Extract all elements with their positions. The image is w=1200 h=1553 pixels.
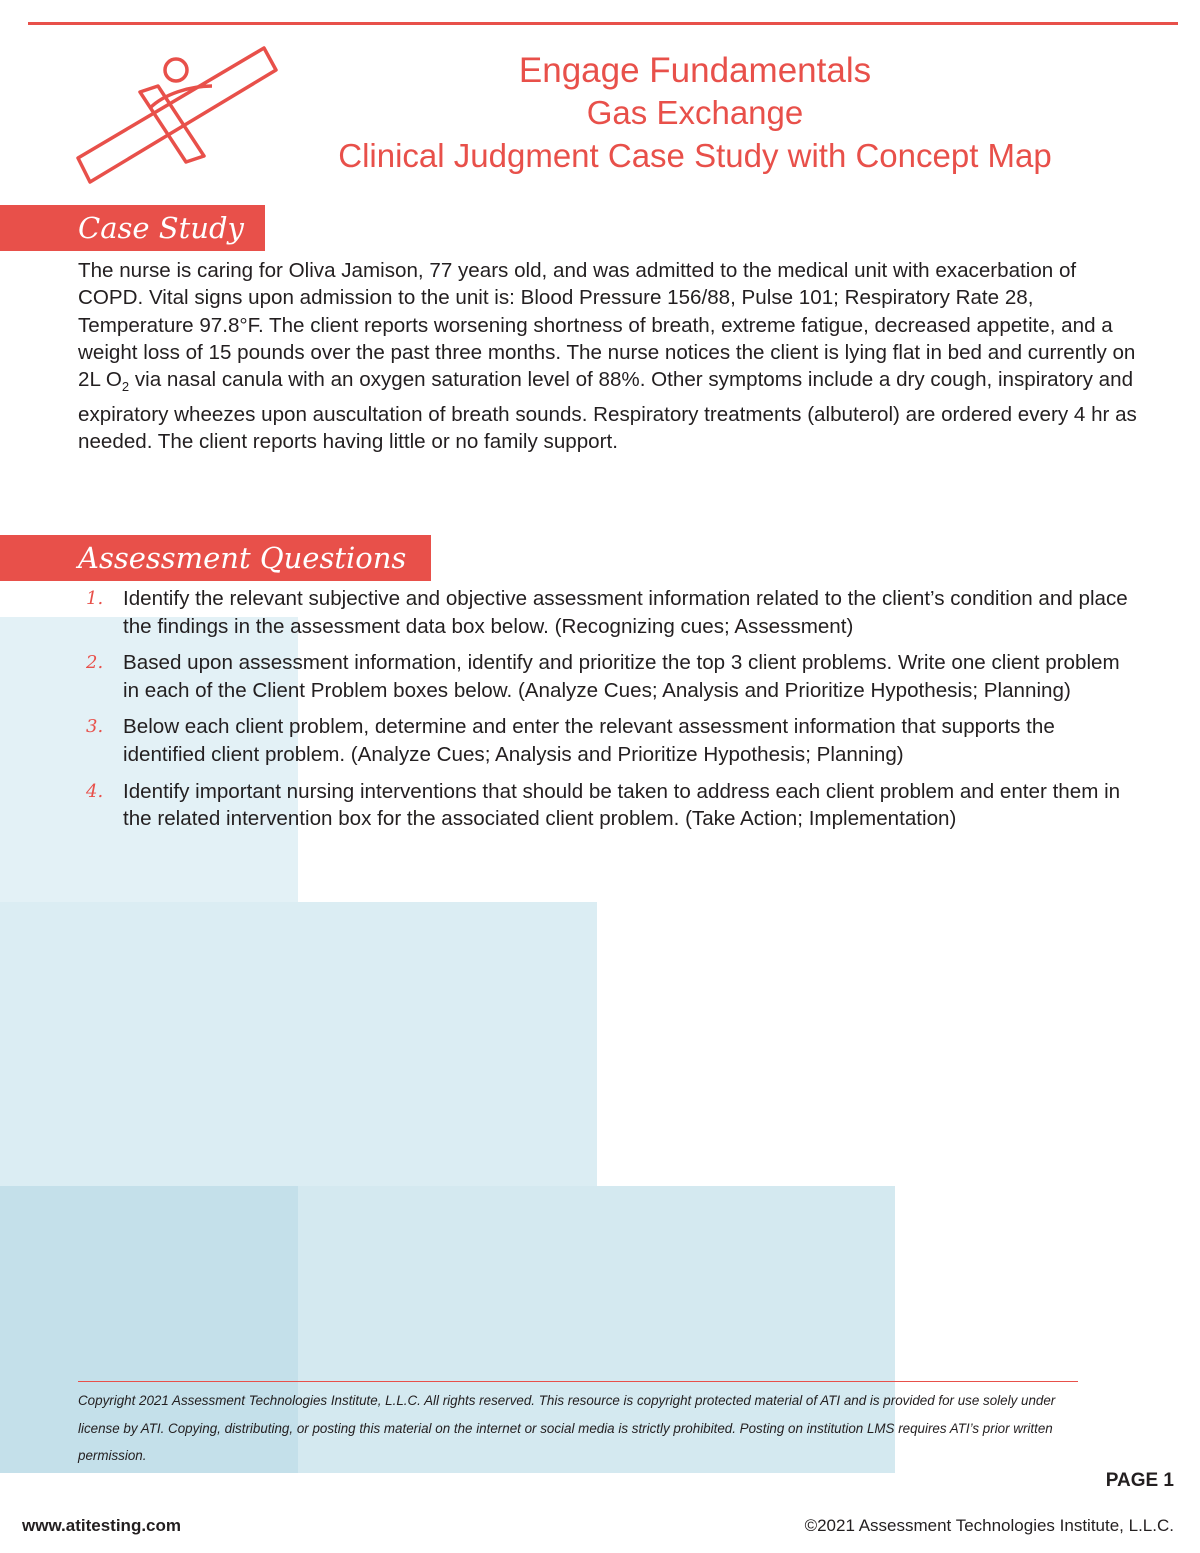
case-study-text — [78, 257, 1138, 455]
section-heading-assessment: Assessment Questions — [0, 535, 431, 581]
list-number: 1. — [86, 588, 104, 609]
document-subtitle: Gas Exchange — [586, 94, 804, 131]
case-text-part: via nasal canula with an oxygen saturation level of 88%. Other symptoms include a dry cough, inspiratory and expiratory wheezes upon auscultation of breath sounds. Respiratory treatments (albuterol) are ordered every 4 hr as needed. The client reports having little or no family support. — [78, 368, 1137, 453]
case-text-part: The nurse is caring for Oliva Jamison, 77 years old, and was admitted to the medical unit with exacerbation of COPD. Vital signs upon admission to the unit is: Blood Pressure 156/88, Pulse 101; Respiratory Rate 28, Temperature 97.8°F. The client reports worsening shortness of breath, extreme fatigue, decreased appetite, and a weight loss of 15 pounds over the past three months. The nurse notices the client is lying flat in bed and currently on 2L O — [78, 259, 1136, 392]
footer-rule — [78, 1381, 1078, 1382]
assessment-question-list — [78, 585, 1138, 842]
subscript: 2 — [121, 379, 130, 395]
page-number: PAGE 1 — [1105, 1470, 1174, 1491]
title-block — [290, 50, 1100, 178]
list-item — [78, 649, 1138, 704]
list-item — [78, 713, 1138, 768]
list-item — [78, 778, 1138, 833]
list-item-text: Below each client problem, determine and enter the relevant assessment information that supports the identified client problem. (Analyze Cues; Analysis and Prioritize Hypothesis; Planning) — [123, 715, 1055, 766]
list-item-text: Identify the relevant subjective and objective assessment information related to the client’s condition and place the findings in the assessment data box below. (Recognizing cues; Assessment) — [123, 587, 1128, 638]
list-number: 2. — [86, 652, 104, 674]
list-item — [78, 585, 1138, 640]
document-title: Engage Fundamentals — [518, 51, 872, 90]
list-number: 4. — [86, 780, 104, 802]
list-item-text: Based upon assessment information, identify and prioritize the top 3 client problems. Write one client problem in each of the Client Problem boxes below. (Analyze Cues; Analysis and Prioritize Hypothesis; Planning) — [123, 651, 1120, 702]
document-subtitle-2: Clinical Judgment Case Study with Concept Map — [338, 137, 1052, 174]
list-item-text: Identify important nursing interventions that should be taken to address each client problem and enter them in the related intervention box for the associated client problem. (Take Action; Implementation) — [123, 779, 1121, 831]
ati-figure-logo-icon — [72, 46, 282, 186]
top-rule — [28, 22, 1178, 25]
section-heading-case-study: Case Study — [0, 205, 265, 251]
website-link[interactable]: www.atitesting.com — [22, 1516, 182, 1535]
footer-copyright: ©2021 Assessment Technologies Institute, L.L.C. — [804, 1516, 1174, 1535]
copyright-notice: Copyright 2021 Assessment Technologies Institute, L.L.C. All rights reserved. This resource is copyright protected material of ATI and is provided for use solely under license by ATI. Copying, distributing, or posting this material on the internet or social media is strictly prohibited. Posting on institution LMS requires ATI’s prior written permission. — [78, 1393, 1056, 1464]
list-number: 3. — [86, 716, 104, 738]
